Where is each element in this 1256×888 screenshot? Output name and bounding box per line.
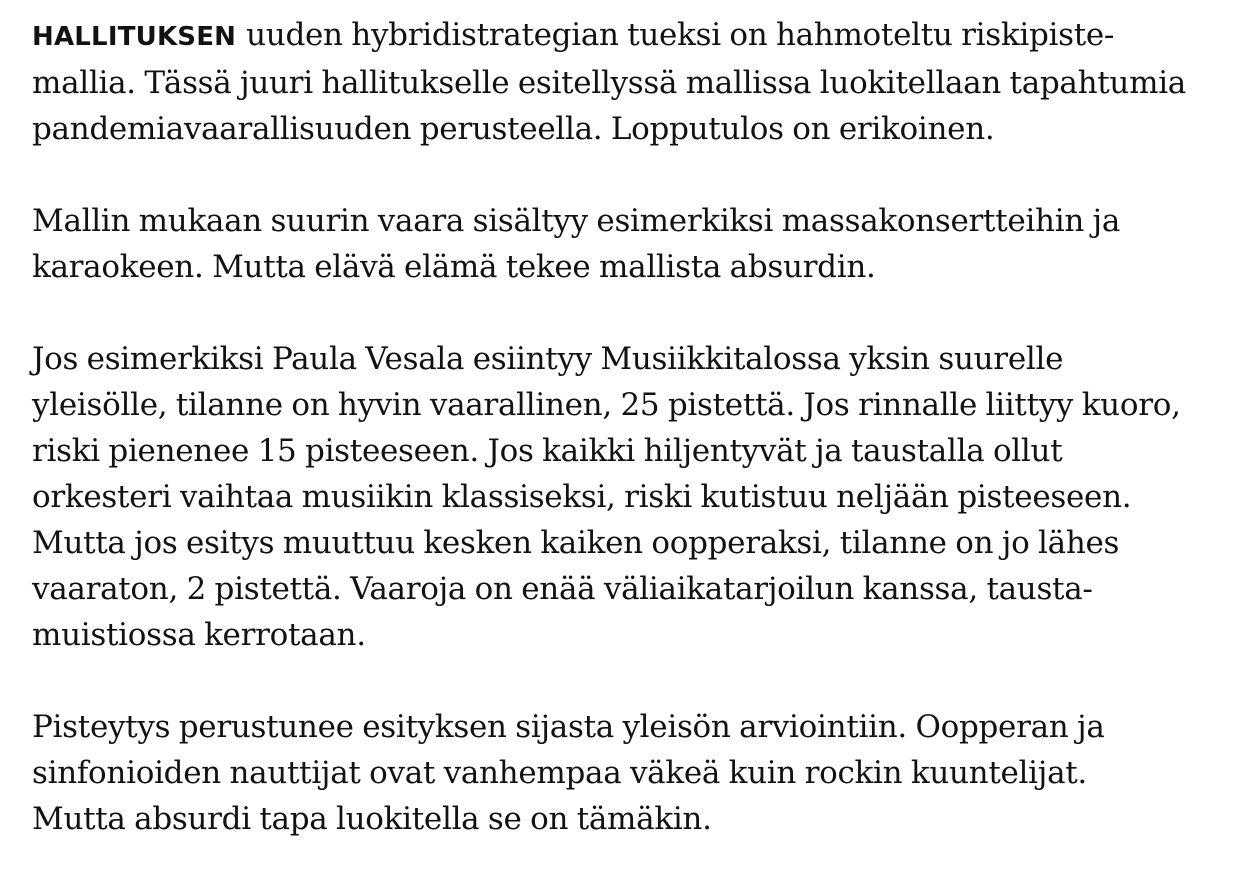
paragraph-3-line-3: riski pienenee 15 pisteeseen. Jos kaikki hiljentyvät ja taustalla ollut xyxy=(32,433,1063,469)
paragraph-3-line-4: orkesteri vaihtaa musiikin klassiseksi, riski kutistuu neljään pisteeseen. xyxy=(32,479,1132,515)
paragraph-4-line-1: Pisteytys perustunee esityksen sijasta yleisön arviointiin. Oopperan ja xyxy=(32,709,1105,745)
article-body xyxy=(32,12,1244,888)
paragraph-2-line-2: karaokeen. Mutta elävä elämä tekee mallista absurdin. xyxy=(32,249,876,285)
paragraph-2-line-1: Mallin mukaan suurin vaara sisältyy esimerkiksi massakonsertteihin ja xyxy=(32,203,1121,239)
paragraph-4-line-3: Mutta absurdi tapa luokitella se on tämäkin. xyxy=(32,801,712,837)
paragraph-3-line-1: Jos esimerkiksi Paula Vesala esiintyy Musiikkitalossa yksin suurelle xyxy=(32,341,1064,377)
paragraph-1-line-3: pandemiavaarallisuuden perusteella. Lopputulos on erikoinen. xyxy=(32,111,995,147)
paragraph-3 xyxy=(32,336,1244,658)
paragraph-3-line-5: Mutta jos esitys muuttuu kesken kaiken oopperaksi, tilanne on jo lähes xyxy=(32,525,1120,561)
lead-word: HALLITUKSEN xyxy=(32,22,237,52)
paragraph-1-line-1 xyxy=(32,12,1244,60)
paragraph-2 xyxy=(32,198,1244,290)
paragraph-1 xyxy=(32,12,1244,152)
paragraph-4 xyxy=(32,704,1244,842)
paragraph-1-line-1-text: uuden hybridistrategian tueksi on hahmoteltu riskipiste- xyxy=(246,17,1115,53)
paragraph-3-line-6: vaaraton, 2 pistettä. Vaaroja on enää väliaikatarjoilun kanssa, tausta- xyxy=(32,571,1093,607)
paragraph-3-line-2: yleisölle, tilanne on hyvin vaarallinen, 25 pistettä. Jos rinnalle liittyy kuoro, xyxy=(32,387,1181,423)
paragraph-3-line-7: muistiossa kerrotaan. xyxy=(32,617,366,653)
paragraph-1-line-2: mallia. Tässä juuri hallitukselle esitellyssä mallissa luokitellaan tapahtumia xyxy=(32,65,1186,101)
paragraph-4-line-2: sinfonioiden nauttijat ovat vanhempaa väkeä kuin rockin kuuntelijat. xyxy=(32,755,1087,791)
